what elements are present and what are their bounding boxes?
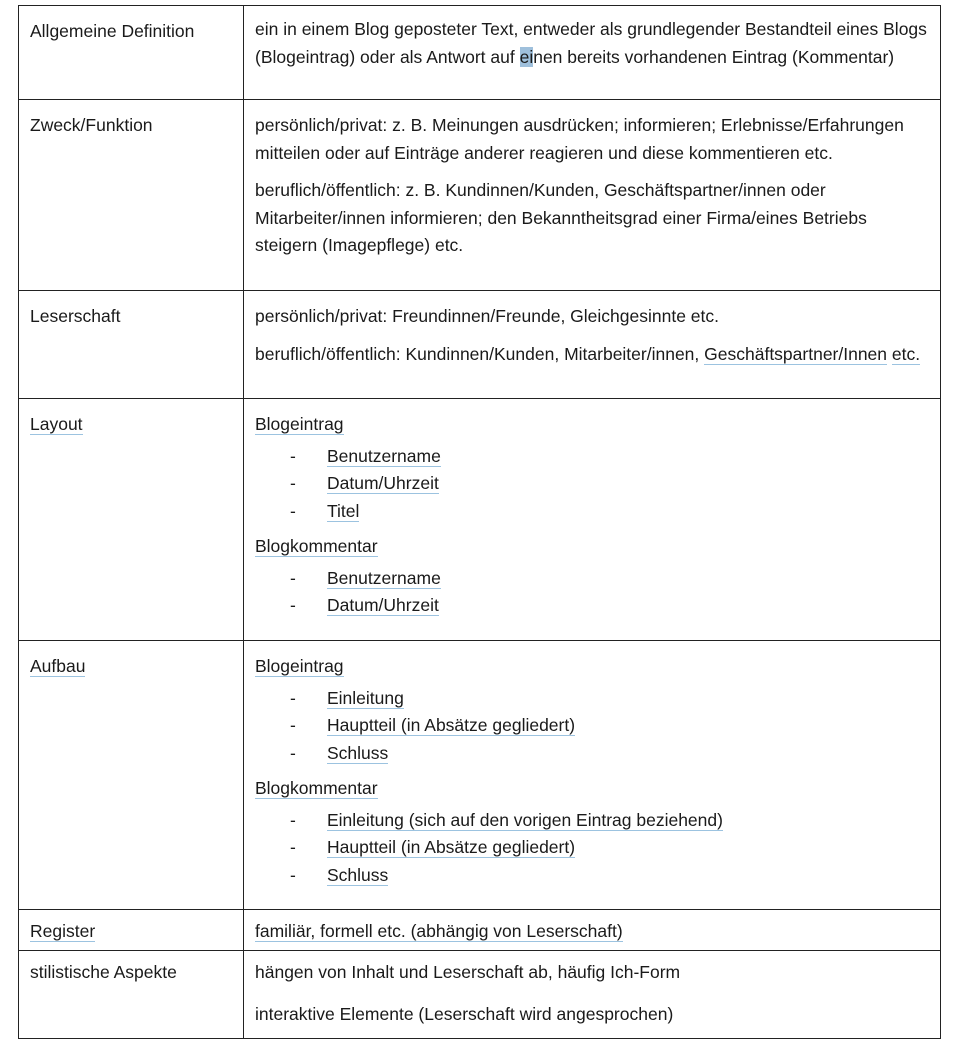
text: nen bereits vorhandenen Eintrag (Kommentar) (533, 46, 895, 67)
value (244, 641, 941, 910)
row-definition (19, 6, 941, 100)
label: Leserschaft (19, 291, 244, 399)
label (19, 641, 244, 910)
dash: - (290, 567, 296, 588)
value (244, 6, 941, 100)
row-zweck (19, 100, 941, 291)
text: Hauptteil (in Absätze gegliedert) (327, 715, 576, 735)
text: Einleitung (sich auf den vorigen Eintrag beziehend) (327, 809, 723, 830)
text: Hauptteil (in Absätze gegliedert) (327, 837, 576, 857)
list-item (290, 862, 929, 890)
label: Zweck/Funktion (19, 100, 244, 291)
dash: - (290, 473, 296, 493)
dash: - (290, 687, 296, 708)
dash: - (290, 500, 296, 521)
label: Allgemeine Definition (19, 6, 244, 100)
list-item (290, 807, 929, 835)
text: Datum/Uhrzeit (327, 595, 439, 615)
text: Geschäftspartner/Innen (704, 343, 888, 364)
value (244, 291, 941, 399)
value (244, 951, 941, 1039)
list-item (290, 740, 929, 768)
text: Einleitung (327, 687, 404, 708)
text: Datum/Uhrzeit (327, 473, 439, 493)
row-layout (19, 399, 941, 641)
text: Schluss (327, 864, 389, 885)
list-item (290, 834, 929, 862)
label (19, 399, 244, 641)
dash: - (290, 809, 296, 830)
text: beruflich/öffentlich: Kundinnen/Kunden, Mitarbeiter/innen, (255, 343, 705, 364)
heading: Blogkommentar (255, 536, 378, 556)
row-aufbau (19, 641, 941, 910)
label: stilistische Aspekte (19, 951, 244, 1039)
label (19, 910, 244, 951)
text: etc. (891, 343, 921, 364)
list-item (290, 470, 929, 498)
text: Benutzername (327, 567, 441, 588)
dash: - (290, 595, 296, 615)
list-item (290, 592, 929, 620)
text: ein in einem Blog geposteter Text, entweder als grundlegender Bestandteil eines Blogs (Blogeintrag) oder als Antwort auf (255, 19, 927, 67)
blog-text-type-table (18, 5, 941, 1039)
row-register (19, 910, 941, 951)
heading: Blogeintrag (255, 414, 344, 434)
value (244, 100, 941, 291)
value (244, 399, 941, 641)
text: interaktive Elemente (Leserschaft wird angesprochen) (255, 1003, 674, 1024)
text: Schluss (327, 742, 389, 763)
label-text: Layout (30, 414, 83, 434)
list-item (290, 565, 929, 593)
text: etc. (abhängig von Leserschaft) (372, 921, 623, 941)
heading: Blogkommentar (255, 778, 378, 798)
list-item (290, 712, 929, 740)
value (244, 910, 941, 951)
selection-highlight: ei (519, 46, 534, 67)
dash: - (290, 864, 296, 885)
dash: - (290, 715, 296, 735)
text: beruflich/öffentlich: z. B. Kundinnen/Kunden, Geschäftspartner/innen oder Mitarbeiter/innen informieren; den Bekanntheitsgrad einer Firma/eines Betriebs steigern (Imagepflege) etc. (255, 180, 867, 255)
row-leserschaft (19, 291, 941, 399)
text: persönlich/privat: Freundinnen/Freunde, Gleichgesinnte etc. (255, 306, 720, 326)
heading: Blogeintrag (255, 656, 344, 676)
text: Titel (327, 500, 360, 521)
list-item (290, 498, 929, 526)
row-stil (19, 951, 941, 1039)
list-item (290, 685, 929, 713)
list-item (290, 443, 929, 471)
dash: - (290, 742, 296, 763)
text: Benutzername (327, 445, 441, 466)
text: familiär, formell (255, 921, 373, 941)
label-text: Aufbau (30, 656, 86, 676)
dash: - (290, 837, 296, 857)
dash: - (290, 445, 296, 466)
text: persönlich/privat: z. B. Meinungen ausdrücken; informieren; Erlebnisse/Erfahrungen mitteilen oder auf Einträge anderer reagieren und diese kommentieren etc. (255, 115, 904, 163)
label-text: Register (30, 921, 96, 941)
text: hängen von Inhalt und Leserschaft ab, häufig Ich-Form (255, 962, 681, 982)
